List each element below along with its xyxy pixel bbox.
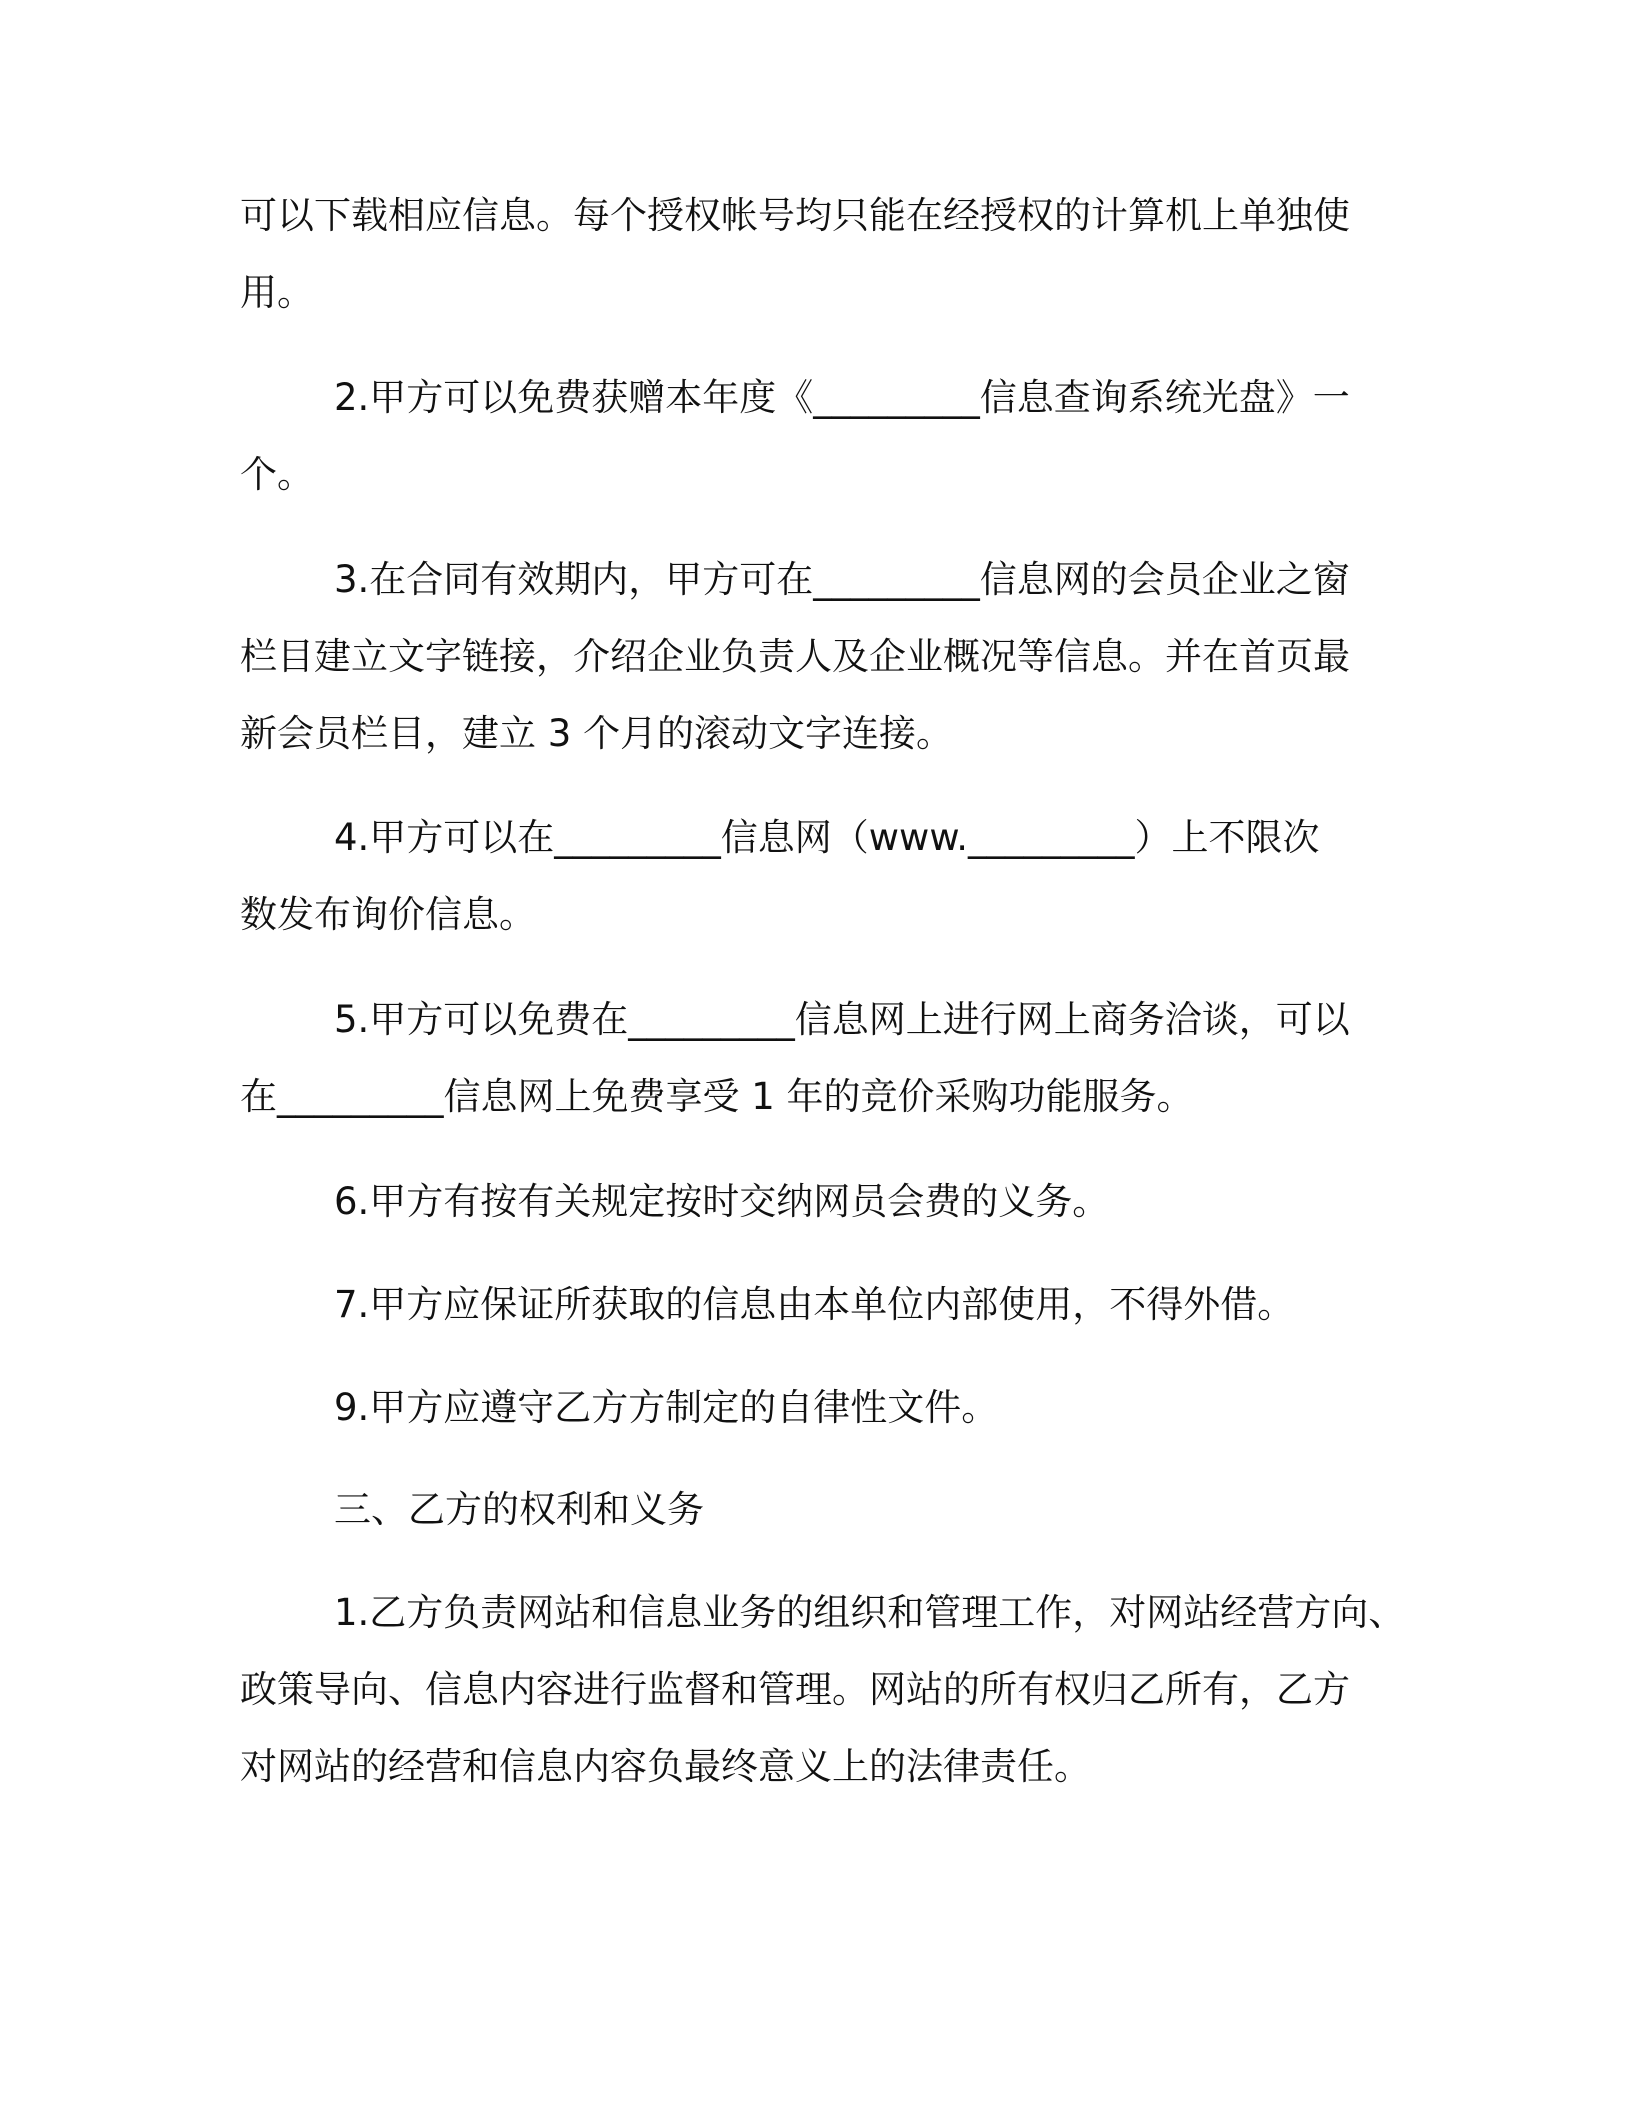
text-line: 7.甲方应保证所获取的信息由本单位内部使用，不得外借。 (334, 1283, 1295, 1326)
text-line: 3.在合同有效期内，甲方可在_________信息网的会员企业之窗 (334, 558, 1350, 601)
paragraph-item-3 (0, 541, 1632, 772)
heading-text: 三、乙方的权利和义务 (334, 1488, 704, 1531)
text-line: 可以下载相应信息。每个授权帐号均只能在经授权的计算机上单独使 (240, 194, 1350, 237)
text-line: 用。 (240, 271, 314, 314)
paragraph-download-info (0, 177, 1632, 331)
paragraph-item-9 (0, 1369, 1632, 1446)
text-line: 对网站的经营和信息内容负最终意义上的法律责任。 (240, 1745, 1091, 1788)
paragraph-item-5 (0, 981, 1632, 1135)
text-line: 6.甲方有按有关规定按时交纳网员会费的义务。 (334, 1180, 1110, 1223)
text-line: 政策导向、信息内容进行监督和管理。网站的所有权归乙所有，乙方 (240, 1668, 1350, 1711)
paragraph-item-7 (0, 1266, 1632, 1343)
text-line: 数发布询价信息。 (240, 893, 536, 936)
paragraph-item-6 (0, 1163, 1632, 1240)
text-line: 栏目建立文字链接，介绍企业负责人及企业概况等信息。并在首页最 (240, 635, 1350, 678)
text-line: 新会员栏目，建立 3 个月的滚动文字连接。 (240, 712, 954, 755)
text-line: 1.乙方负责网站和信息业务的组织和管理工作，对网站经营方向、 (334, 1591, 1406, 1634)
text-line: 4.甲方可以在_________信息网（www._________）上不限次 (334, 816, 1320, 859)
text-line: 9.甲方应遵守乙方方制定的自律性文件。 (334, 1386, 999, 1429)
paragraph-item-2 (0, 359, 1632, 513)
text-line: 个。 (240, 453, 314, 496)
paragraph-party-b-item-1 (0, 1574, 1632, 1805)
text-line: 在_________信息网上免费享受 1 年的竞价采购功能服务。 (240, 1075, 1194, 1118)
section-heading-party-b (0, 1471, 1632, 1548)
paragraph-item-4 (0, 799, 1632, 953)
text-line: 5.甲方可以免费在_________信息网上进行网上商务洽谈，可以 (334, 998, 1350, 1041)
text-line: 2.甲方可以免费获赠本年度《_________信息查询系统光盘》一 (334, 376, 1350, 419)
